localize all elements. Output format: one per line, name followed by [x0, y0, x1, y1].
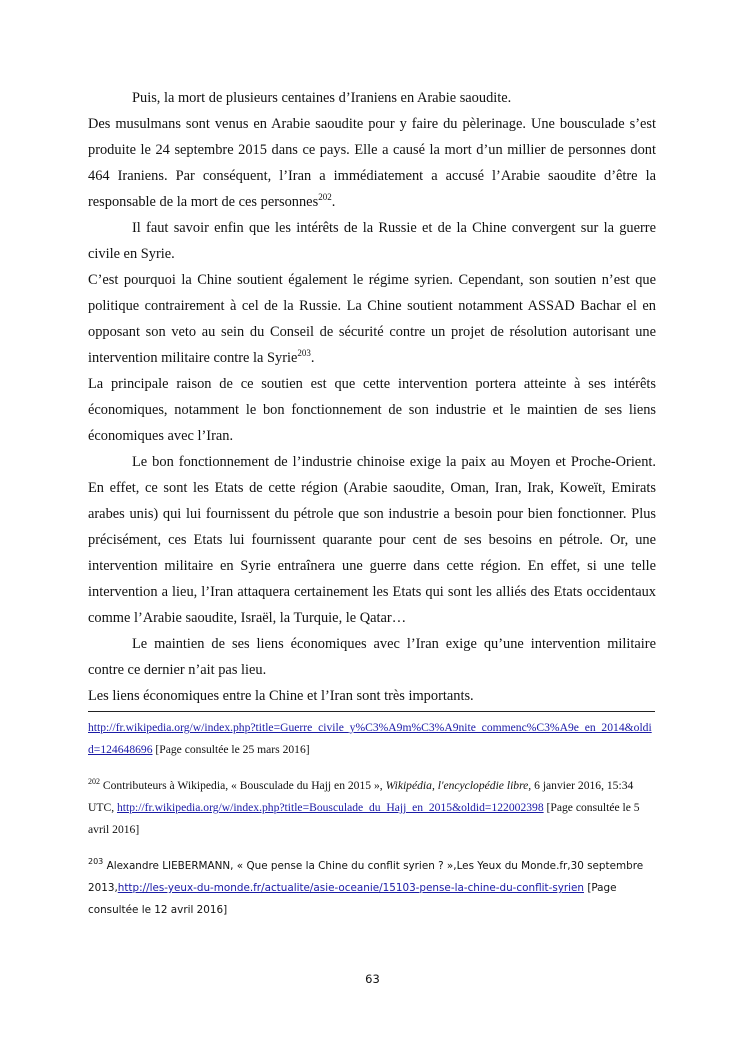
footnote-ref-203[interactable]: 203	[297, 348, 311, 358]
paragraph-4-end: .	[310, 350, 315, 366]
paragraph-3: Il faut savoir enfin que les intérêts de la Russie et de la Chine convergent sur la guerre civile en Syrie.	[88, 220, 656, 262]
footnote-202-link[interactable]: http://fr.wikipedia.org/w/index.php?title=Bousculade_du_Hajj_en_2015&oldid=122002398	[116, 801, 544, 814]
footnote-202-source: Wikipédia, l'encyclopédie libre,	[385, 779, 532, 792]
paragraph-2	[88, 111, 656, 215]
footnote-203-consulted: [Page consultée le 12 avril 2016]	[88, 882, 617, 916]
paragraph-4	[88, 267, 656, 371]
footnote-202-number: 202	[88, 777, 100, 786]
footnote-202-text: Contributeurs à Wikipedia, « Bousculade du Hajj en 2015 »,	[100, 779, 386, 792]
footnote-203-number: 203	[88, 857, 104, 866]
footnote-202	[88, 775, 656, 841]
footnote-202-consulted: [Page consultée le 5 avril 2016]	[88, 801, 640, 836]
footnote-continued-link[interactable]: http://fr.wikipedia.org/w/index.php?title=Guerre_civile_y%C3%A9m%C3%A9nite_commenc%C3%A9e_en_2014&oldid=124648696	[88, 721, 652, 756]
paragraph-4-text: C’est pourquoi la Chine soutient également le régime syrien. Cependant, son soutien n’est que politique contrairement à cel de la Russie. La Chine soutient notamment ASSAD Bachar el en opposant son veto au sein du Conseil de sécurité contre un projet de résolution autorisant une intervention militaire contre la Syrie	[88, 272, 656, 366]
footnote-203	[88, 855, 656, 921]
paragraph-8: Les liens économiques entre la Chine et l’Iran sont très importants.	[88, 688, 474, 704]
footnote-ref-202[interactable]: 202	[318, 192, 332, 202]
paragraph-6: Le bon fonctionnement de l’industrie chinoise exige la paix au Moyen et Proche-Orient. En effet, ce sont les Etats de cette région (Arabie saoudite, Oman, Iran, Irak, Koweït, Emirats arabes unis) qui lui fournissent du pétrole que son industrie a besoin pour bien fonctionner. Plus précisément, ces Etats lui fournissent quarante pour cent de ses besoins en pétrole. Or, une intervention militaire en Syrie entraînera une guerre dans cette région. En effet, si une telle intervention a lieu, l’Iran attaquera certainement les Etats qui sont les alliés des Etats occidentaux comme l’Arabie saoudite, Israël, la Turquie, le Qatar…	[88, 454, 656, 626]
footnote-separator	[88, 711, 655, 712]
paragraph-2-text: Des musulmans sont venus en Arabie saoudite pour y faire du pèlerinage. Une bousculade s’est produite le 24 septembre 2015 dans ce pays. Elle a causé la mort d’un millier de personnes dont 464 Iraniens. Par conséquent, l’Iran a immédiatement a accusé l’Arabie saoudite d’être la responsable de la mort de ces personnes	[88, 116, 656, 210]
footnote-continued-consulted: [Page consultée le 25 mars 2016]	[152, 743, 310, 756]
body-text	[88, 85, 656, 709]
footnotes	[88, 717, 656, 921]
footnote-continued	[88, 717, 656, 761]
paragraph-5: La principale raison de ce soutien est que cette intervention portera atteinte à ses intérêts économiques, notamment le bon fonctionnement de son industrie et le maintien de ses liens économiques avec l’Iran.	[88, 376, 656, 444]
footnote-202-date: 6 janvier 2016, 15:34 UTC,	[88, 779, 634, 814]
paragraph-2-end: .	[331, 194, 336, 210]
footnote-203-text: Alexandre LIEBERMANN, « Que pense la Chine du conflit syrien ? »,Les Yeux du Monde.fr,30 septembre 2013,	[88, 860, 644, 894]
paragraph-7: Le maintien de ses liens économiques avec l’Iran exige qu’une intervention militaire contre ce dernier n’ait pas lieu.	[88, 636, 656, 678]
page-number: 63	[365, 972, 380, 986]
paragraph-1: Puis, la mort de plusieurs centaines d’Iraniens en Arabie saoudite.	[132, 90, 512, 106]
footnote-203-link[interactable]: http://les-yeux-du-monde.fr/actualite/asie-oceanie/15103-pense-la-chine-du-conflit-syrien	[117, 882, 585, 894]
